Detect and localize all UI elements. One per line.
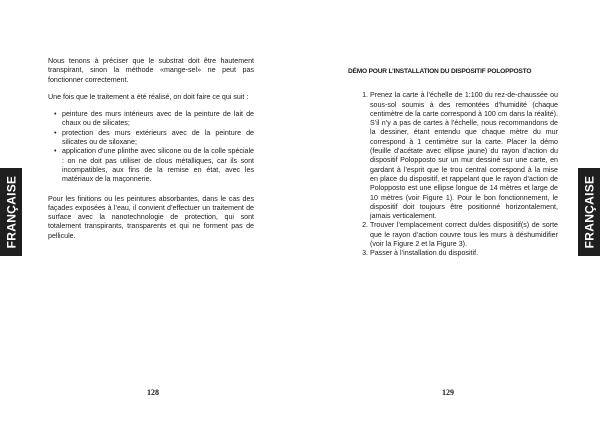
language-tab-right (578, 168, 600, 256)
paragraph-finishes: Pour les finitions ou les peintures absorbantes, dans le cas des façades exposées à l’eau, il convient d’effectuer un traitement de surface avec la nanotechnologie de protection, qui sont totalement transpirants, transparents et qui ne forment pas de pellicule. (48, 194, 254, 240)
right-page (300, 0, 600, 436)
language-tab-label: FRANÇAISE (582, 175, 597, 249)
language-tab-label: FRANÇAISE (4, 175, 19, 249)
paragraph-substrate: Nous tenons à préciser que le substrat doit être hautement transpirant, sinon la méthode «mange-sel» ne peut pas fonctionner correctement. (48, 57, 254, 84)
step-item: 2. Trouver l’emplacement correct du/des dispositif(s) de sorte que le rayon d’action couvre tous les murs à déshumidifier (voir la Figure 2 et la Figure 3). (370, 221, 558, 249)
list-item: • protection des murs extérieurs avec de la peinture de silicates ou de siloxane; (62, 129, 254, 148)
treatment-list (48, 110, 254, 184)
right-text-column (348, 67, 558, 259)
left-text-column (48, 57, 254, 249)
page-number-left: 128 (147, 388, 159, 397)
installation-steps (348, 91, 558, 258)
step-item: 1. Prenez la carte à l’échelle de 1:100 du rez-de-chaussée ou sous-sol soumis à des remontées d’humidité (chaque centimètre de la carte correspond à 100 cm dans la réalité). S’il n’y a pas de cartes à l’échelle, nous recommandons de la dessiner, étant entendu que chaque mètre du mur correspond à 1 centimètre sur la carte. Placer la démo (feuille d’acétate avec ellipse jaune) du rayon d’action du dispositif Polopposto sur un mur dessiné sur une carte, en gardant à l’esprit que le trou central correspond à la mise en place du dispositif, et rappelant que le rayon d’action de Polopposto est une ellipse longue de 14 mètres et large de 10 mètres (voir Figure 1). Pour le bon fonctionnement, le dispositif doit toujours être positionné horizontalement, jamais verticalement. (370, 91, 558, 221)
language-tab-left (0, 168, 22, 256)
section-title: DÉMO POUR L’INSTALLATION DU DISPOSITIF POLOPPOSTO (348, 68, 532, 75)
list-item: • application d’une plinthe avec silicone ou de la colle spéciale : on ne doit pas utiliser de clous métalliques, car ils sont incompatibles, aux fins de la remise en état, avec les matériaux de la maçonnerie. (62, 147, 254, 184)
page-number-right: 129 (442, 388, 454, 397)
step-item: 3. Passer à l’installation du dispositif. (370, 249, 558, 258)
list-item: • peinture des murs intérieurs avec de la peinture de lait de chaux ou de silicates; (62, 110, 254, 129)
paragraph-after-treatment: Une fois que le traitement a été réalisé, on doit faire ce qui suit : (48, 92, 249, 101)
